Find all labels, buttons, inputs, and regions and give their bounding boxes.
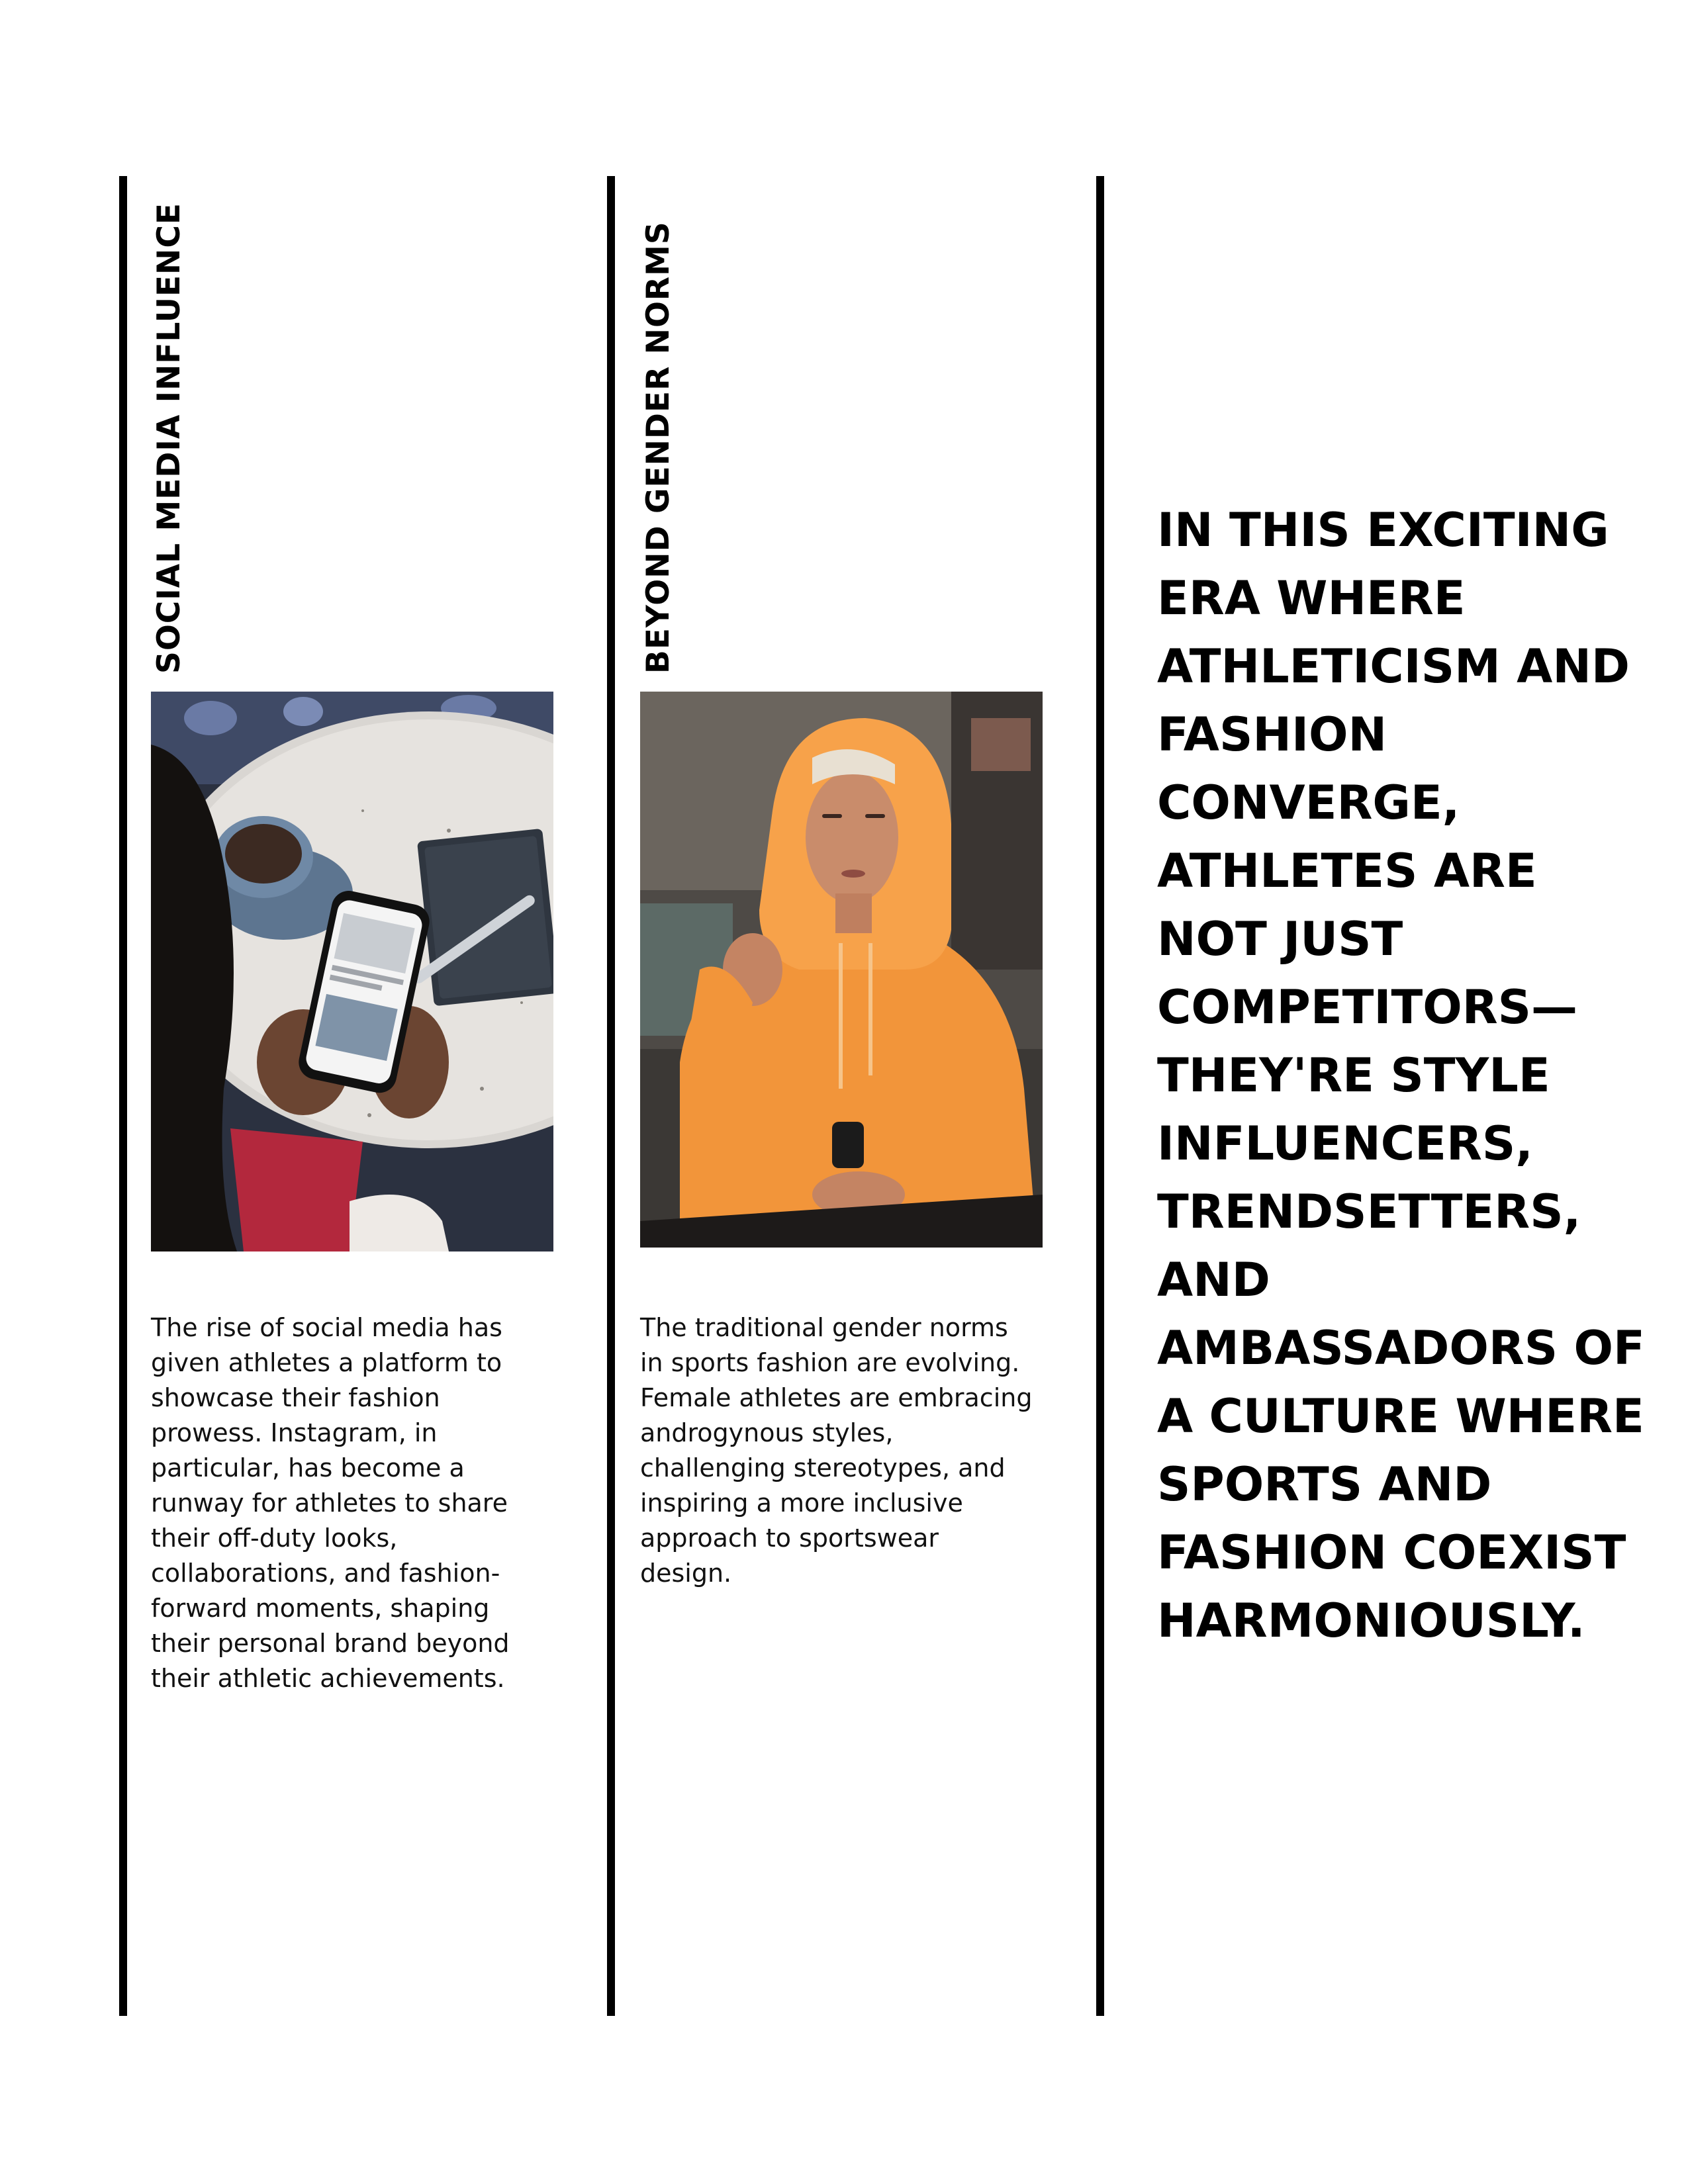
smartphone-photo [151,692,553,1251]
social-media-body-text: The rise of social media has given athletes a platform to showcase their fashion prowess. Instagram, in particular, has become a runway for athletes to share their off-duty looks, collaborations, and fashion-forward moments, shaping their personal brand beyond their athletic achievements. [151,1313,510,1693]
pull-quote: IN THIS EXCITING ERA WHERE ATHLETICISM AND FASHION CONVERGE, ATHLETES ARE NOT JUST COMPETITORS—THEY'RE STYLE INFLUENCERS, TRENDSETTERS, AND AMBASSADORS OF A CULTURE WHERE SPORTS AND FASHION COEXIST HARMONIOUSLY. [1157,503,1645,1648]
section-heading-social-media: SOCIAL MEDIA INFLUENCE [151,203,187,674]
gender-norms-body-text: The traditional gender norms in sports fashion are evolving. Female athletes are embracing androgynous styles, challenging stereotypes, and inspiring a more inclusive approach to sportswear design. [640,1313,1033,1588]
orange-hoodie-photo [640,692,1043,1248]
column-divider-2 [607,176,615,2016]
section-heading-gender-norms: BEYOND GENDER NORMS [640,221,677,674]
column-divider-3 [1096,176,1104,2016]
column-divider-1 [119,176,127,2016]
